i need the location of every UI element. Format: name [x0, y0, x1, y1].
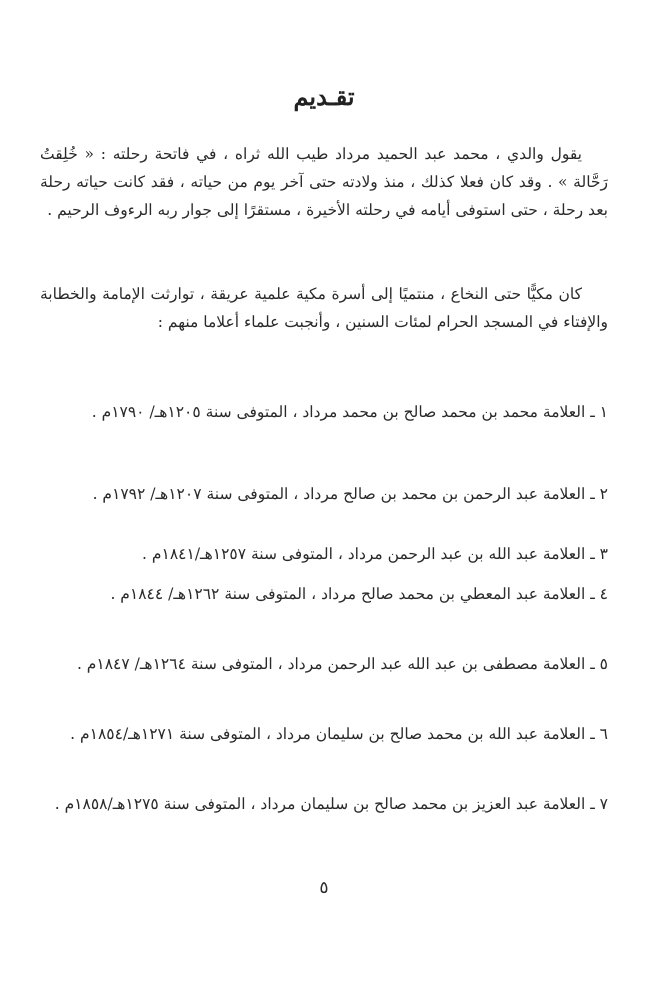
list-item: ٦ ـ العلامة عبد الله بن محمد صالح بن سليمان مرداد ، المتوفى سنة ١٢٧١هـ/١٨٥٤م . — [70, 725, 608, 743]
page-number: ٥ — [319, 878, 329, 898]
list-item: ٣ ـ العلامة عبد الله بن عبد الرحمن مرداد ، المتوفى سنة ١٢٥٧هـ/١٨٤١م . — [142, 545, 608, 563]
list-item: ٧ ـ العلامة عبد العزيز بن محمد صالح بن سليمان مرداد ، المتوفى سنة ١٢٧٥هـ/١٨٥٨م . — [54, 795, 608, 813]
list-item: ٢ ـ العلامة عبد الرحمن بن محمد بن صالح مرداد ، المتوفى سنة ١٢٠٧هـ/ ١٧٩٢م . — [92, 485, 608, 503]
list-item: ١ ـ العلامة محمد بن محمد صالح بن محمد مرداد ، المتوفى سنة ١٢٠٥هـ/ ١٧٩٠م . — [91, 403, 608, 421]
family-paragraph: كان مكيًّا حتى النخاع ، منتميًا إلى أسرة مكية علمية عريقة ، توارثت الإمامة والخطابة والإفتاء في المسجد الحرام لمئات السنين ، وأنجبت علماء أعلاما منهم : — [40, 285, 608, 331]
book-page — [40, 0, 608, 1000]
list-item: ٥ ـ العلامة مصطفى بن عبد الله عبد الرحمن مرداد ، المتوفى سنة ١٢٦٤هـ/ ١٨٤٧م . — [76, 655, 608, 673]
list-item: ٤ ـ العلامة عبد المعطي بن محمد صالح مرداد ، المتوفى سنة ١٢٦٢هـ/ ١٨٤٤م . — [110, 585, 608, 603]
page-title: تقـديم — [293, 82, 355, 111]
intro-paragraph: يقول والدي ، محمد عبد الحميد مرداد طيب الله ثراه ، في فاتحة رحلته : « خُلِقتُ رَحَّالة » . وقد كان فعلا كذلك ، منذ ولادته حتى آخر يوم من حياته ، فقد كانت حياته رحلة بعد رحلة ، حتى استوفى أيامه في رحلته الأخيرة ، مستقرًا إلى جوار ربه الرءوف الرحيم . — [40, 145, 608, 219]
